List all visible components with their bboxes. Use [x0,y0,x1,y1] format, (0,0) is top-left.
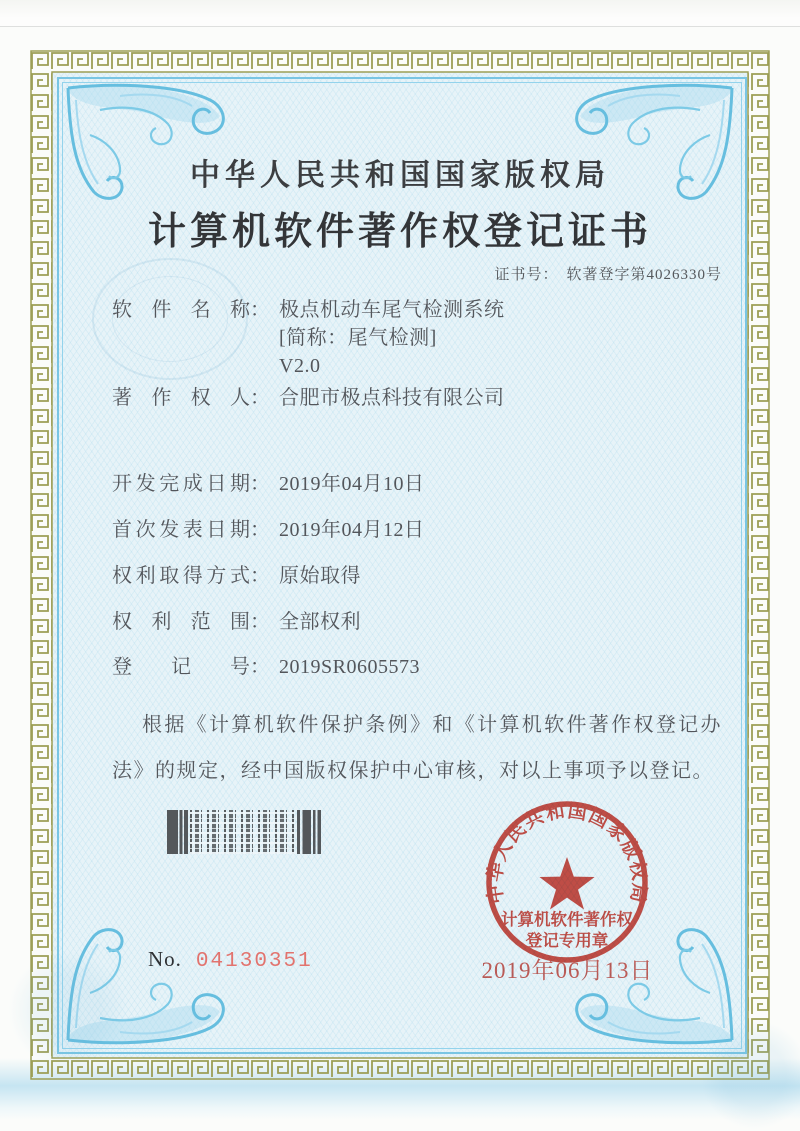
barcode-2d [167,810,321,854]
certificate-number-value: 软著登字第4026330号 [566,267,722,283]
field-dev-complete-date [112,470,425,498]
registration-statement: 根据《计算机软件保护条例》和《计算机软件著作权登记办法》的规定，经中国版权保护中心审核，对以上事项予以登记。 [112,714,722,782]
field-first-publish-date [112,516,425,544]
field-value: 合肥市极点科技有限公司 [279,387,505,409]
software-version: V2.0 [279,355,321,377]
field-software-name [112,296,505,380]
field-rights-scope [112,608,361,636]
field-value: 原始取得 [279,565,361,587]
field-registration-number [112,653,420,681]
paper-top-edge [0,0,800,27]
label-colon: ： [250,611,270,633]
issuing-authority-title: 中华人民共和国国家版权局 [190,159,610,192]
barcode-data-region [190,810,295,854]
seal-date: 2019年06月13日 [481,958,654,983]
field-label: 软 件 名 称 [112,299,250,321]
official-seal [479,794,655,970]
label-colon: ： [250,656,270,678]
print-through-ghost [8,950,128,1070]
barcode-left-guard [167,810,188,854]
software-short-name: [简称：尾气检测] [279,327,437,349]
seal-line1: 计算机软件著作权 [501,910,633,929]
software-name: 极点机动车尾气检测系统 [279,299,505,321]
certificate-number [494,263,722,284]
field-copyright-owner [112,384,505,412]
seal-star-icon [539,857,594,910]
field-label: 开发完成日期 [112,473,250,495]
serial-digits: 04130351 [195,950,313,973]
label-colon: ： [250,519,270,541]
field-value: 全部权利 [279,611,361,633]
label-colon: ： [250,473,270,495]
field-label: 首次发表日期 [112,519,250,541]
field-label: 权利取得方式 [112,565,250,587]
field-label: 登 记 号 [112,656,250,678]
seal-line2: 登记专用章 [525,931,609,950]
barcode-right-guard [297,810,321,854]
label-colon: ： [250,387,270,409]
field-label: 著 作 权 人 [112,387,250,409]
certificate-number-label: 证书号： [494,267,559,283]
field-value: 2019年04月12日 [279,519,425,541]
field-value [279,296,505,380]
label-colon: ： [250,299,270,321]
seal-ring-text: 中华人民共和国国家版权局 [484,800,650,906]
field-right-acquisition [112,562,361,590]
serial-prefix: No. [148,947,182,971]
certificate-title: 计算机软件著作权登记证书 [147,211,652,253]
field-value: 2019SR0605573 [279,656,420,678]
print-through-ghost [700,1020,800,1130]
serial-number [148,947,313,973]
field-value: 2019年04月10日 [279,473,425,495]
field-label: 权 利 范 围 [112,611,250,633]
label-colon: ： [250,565,270,587]
